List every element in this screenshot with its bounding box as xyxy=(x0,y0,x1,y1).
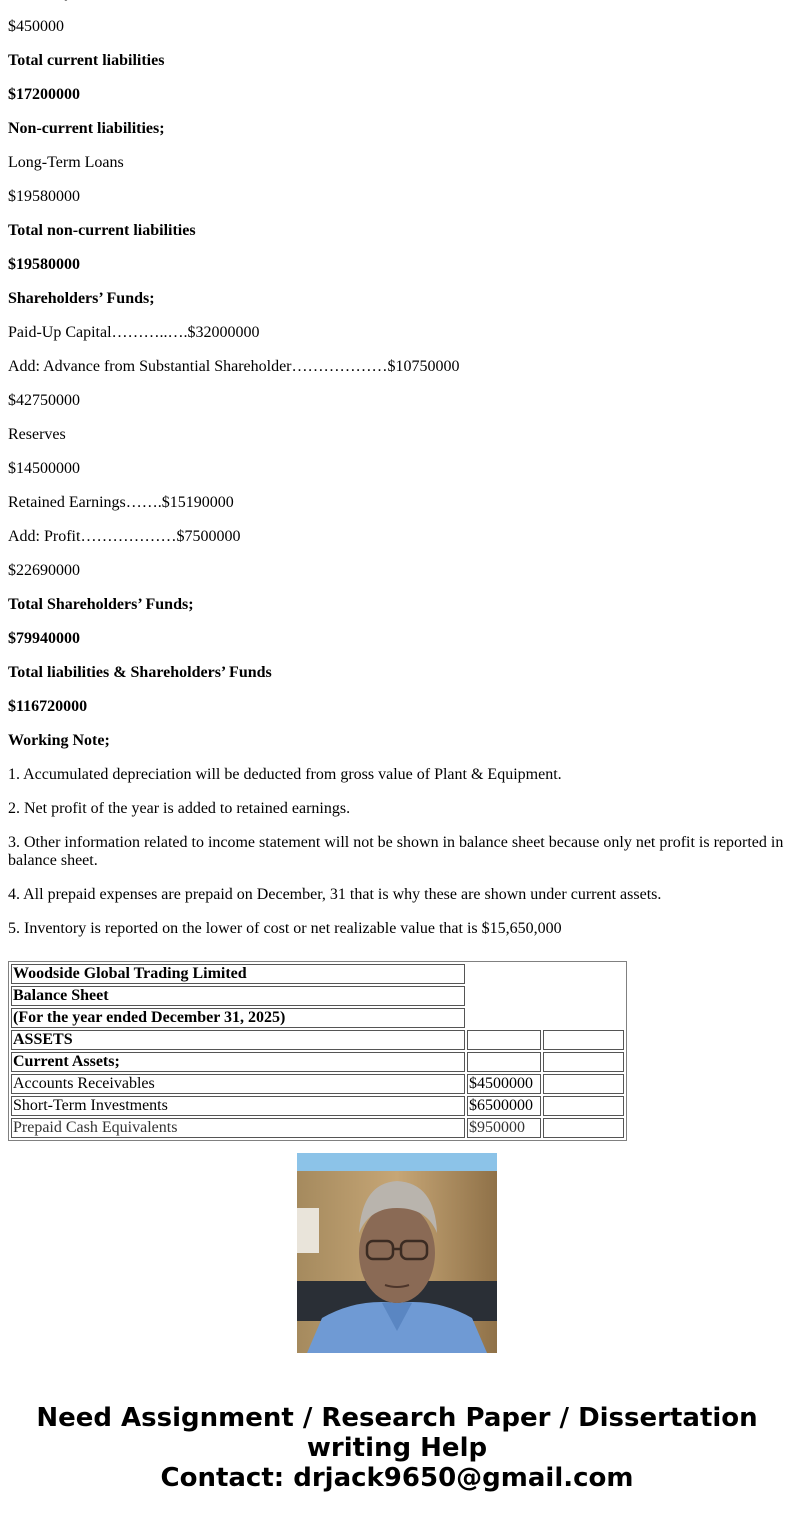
cta-contact-email[interactable]: Contact: drjack9650@gmail.com xyxy=(160,1463,634,1493)
line-total-liabilities-and-funds-amount: $116720000 xyxy=(8,698,88,715)
table-row xyxy=(11,1096,624,1116)
row-label: Prepaid Cash Equivalents xyxy=(11,1118,465,1138)
line-total-non-current-liabilities: Total non-current liabilities xyxy=(8,222,196,239)
row-total xyxy=(543,1096,624,1116)
line-paid-up-capital: Paid-Up Capital………..….$32000000 xyxy=(8,324,260,341)
author-portrait-icon xyxy=(297,1153,497,1353)
line-long-term-loans-amount: $19580000 xyxy=(8,188,80,205)
row-amount: $950000 xyxy=(467,1118,541,1138)
note-4: 4. All prepaid expenses are prepaid on December, 31 that is why these are shown under current assets. xyxy=(8,886,662,903)
company-name: Woodside Global Trading Limited xyxy=(11,964,465,984)
line-total-non-current-liabilities-amount: $19580000 xyxy=(8,256,80,273)
row-label: Current Assets; xyxy=(11,1052,465,1072)
cta-line-2: writing Help xyxy=(306,1433,488,1463)
line-reserves: Reserves xyxy=(8,426,66,443)
row-total xyxy=(543,1052,624,1072)
heading-working-note: Working Note; xyxy=(8,732,110,749)
table-row xyxy=(11,1074,624,1094)
line-retained-earnings: Retained Earnings…….$15190000 xyxy=(8,494,234,511)
line-other-payables xyxy=(8,0,788,2)
line-long-term-loans: Long-Term Loans xyxy=(8,154,124,171)
line-total-shareholders-funds-amount: $79940000 xyxy=(8,630,80,647)
table-row xyxy=(11,1118,624,1138)
note-2: 2. Net profit of the year is added to retained earnings. xyxy=(8,800,351,817)
row-total xyxy=(543,1074,624,1094)
heading-non-current-liabilities: Non-current liabilities; xyxy=(8,120,165,137)
document-body xyxy=(8,0,788,954)
statement-title: Balance Sheet xyxy=(11,986,465,1006)
line-total-liabilities-and-funds: Total liabilities & Shareholders’ Funds xyxy=(8,664,272,681)
line-capital-subtotal: $42750000 xyxy=(8,392,80,409)
row-label: ASSETS xyxy=(11,1030,465,1050)
row-amount: $6500000 xyxy=(467,1096,541,1116)
note-5: 5. Inventory is reported on the lower of cost or net realizable value that is $15,650,000 xyxy=(8,920,562,937)
balance-sheet-table-viewport[interactable] xyxy=(8,961,628,1136)
balance-sheet-table xyxy=(8,961,627,1141)
note-1: 1. Accumulated depreciation will be deducted from gross value of Plant & Equipment. xyxy=(8,766,562,783)
row-total xyxy=(543,1030,624,1050)
table-row xyxy=(11,964,624,984)
line-total-current-liabilities: Total current liabilities xyxy=(8,52,165,69)
table-row xyxy=(11,1030,624,1050)
line-advance-from-shareholder: Add: Advance from Substantial Shareholder………………$10750000 xyxy=(8,358,460,375)
contact-banner xyxy=(0,1403,794,1493)
statement-period: (For the year ended December 31, 2025) xyxy=(11,1008,465,1028)
line-reserves-amount: $14500000 xyxy=(8,460,80,477)
line-total-current-liabilities-amount: $17200000 xyxy=(8,86,80,103)
row-label: Short-Term Investments xyxy=(11,1096,465,1116)
line-retained-subtotal: $22690000 xyxy=(8,562,80,579)
line-other-payables-amount: $450000 xyxy=(8,18,64,35)
author-avatar xyxy=(297,1153,497,1353)
row-amount: $4500000 xyxy=(467,1074,541,1094)
row-label: Accounts Receivables xyxy=(11,1074,465,1094)
table-row xyxy=(11,1052,624,1072)
row-amount xyxy=(467,1030,541,1050)
heading-shareholders-funds: Shareholders’ Funds; xyxy=(8,290,155,307)
row-total xyxy=(543,1118,624,1138)
line-add-profit: Add: Profit………………$7500000 xyxy=(8,528,241,545)
line-total-shareholders-funds: Total Shareholders’ Funds; xyxy=(8,596,194,613)
cta-line-1: Need Assignment / Research Paper / Dissertation xyxy=(36,1403,758,1433)
row-amount xyxy=(467,1052,541,1072)
note-3: 3. Other information related to income statement will not be shown in balance sheet because only net profit is reported in balance sheet. xyxy=(8,834,784,869)
